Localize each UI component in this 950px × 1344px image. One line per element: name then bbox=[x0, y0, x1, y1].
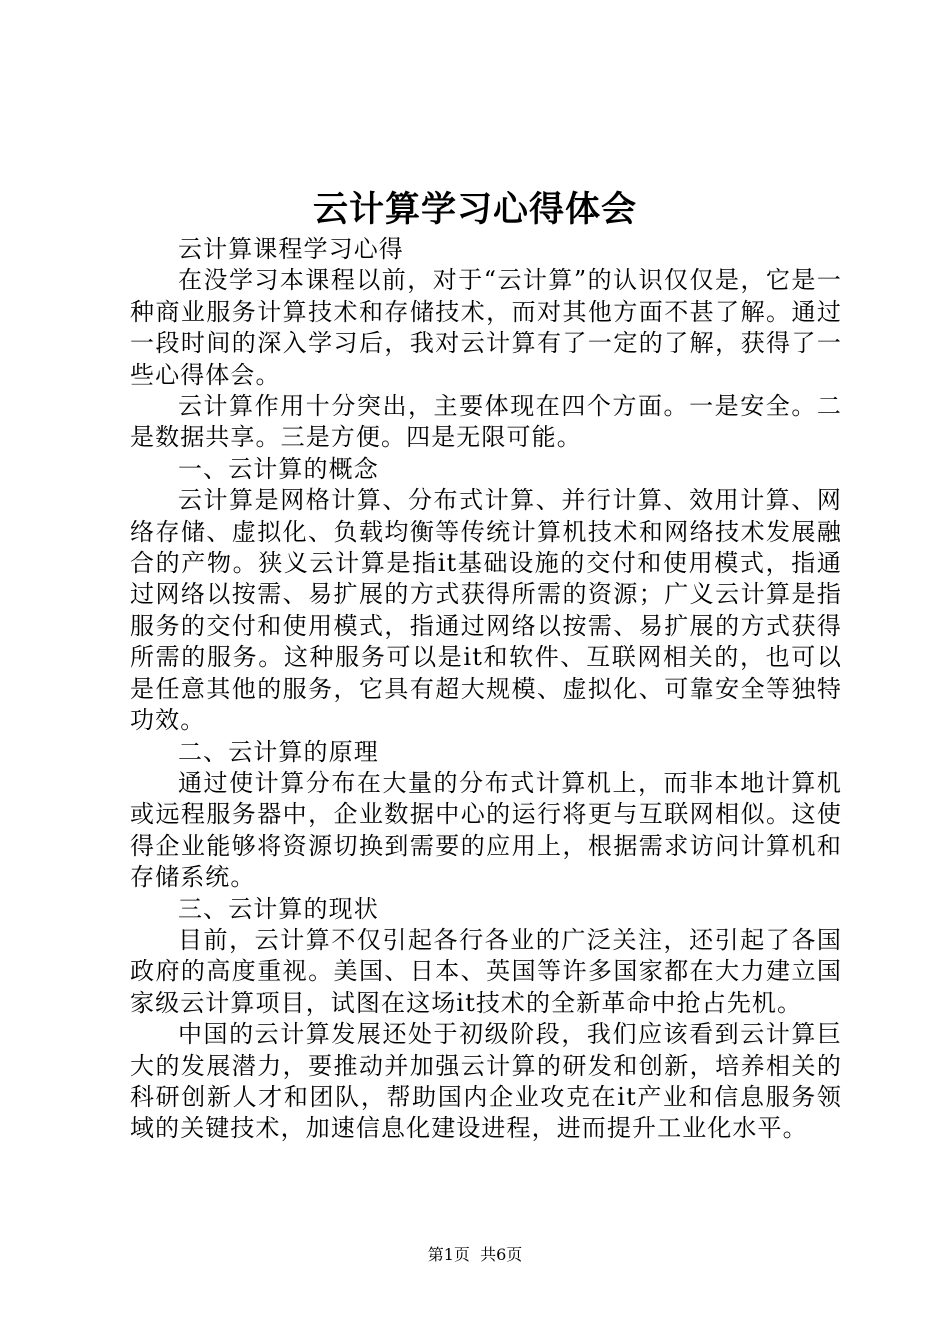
page-total: 共6页 bbox=[480, 1245, 523, 1264]
page-number: 第1页 bbox=[427, 1245, 470, 1264]
document-title: 云计算学习心得体会 bbox=[312, 189, 637, 230]
section-heading-status: 三、云计算的现状 bbox=[178, 894, 379, 923]
subtitle-paragraph: 云计算课程学习心得 bbox=[178, 235, 404, 263]
section-heading-concept: 一、云计算的概念 bbox=[178, 454, 379, 483]
concept-paragraph: 云计算是网格计算、分布式计算、并行计算、效用计算、网络存储、虚拟化、负载均衡等传统计算机技术和网络技术发展融合的产物。狭义云计算是指it基础设施的交付和使用模式，指通过网络以按需、易扩展的方式获得所需的资源；广义云计算是指服务的交付和使用模式，指通过网络以按需、易扩展的方式获得所需的服务。这种服务可以是it和软件、互联网相关的，也可以是任意其他的服务，它具有超大规模、虚拟化、可靠安全等独特功效。 bbox=[130, 486, 842, 735]
principle-paragraph: 通过使计算分布在大量的分布式计算机上，而非本地计算机或远程服务器中，企业数据中心的运行将更与互联网相似。这使得企业能够将资源切换到需要的应用上，根据需求访问计算机和存储系统。 bbox=[130, 768, 842, 892]
section-heading-principle: 二、云计算的原理 bbox=[178, 737, 379, 766]
intro-paragraph: 在没学习本课程以前，对于“云计算”的认识仅仅是，它是一种商业服务计算技术和存储技术，而对其他方面不甚了解。通过一段时间的深入学习后，我对云计算有了一定的了解，获得了一些心得体会。 bbox=[130, 266, 842, 389]
document-body bbox=[130, 234, 842, 1145]
page-footer bbox=[0, 1243, 950, 1267]
summary-paragraph: 云计算作用十分突出，主要体现在四个方面。一是安全。二是数据共享。三是方便。四是无限可能。 bbox=[130, 392, 842, 452]
status-paragraph: 目前，云计算不仅引起各行各业的广泛关注，还引起了各国政府的高度重视。美国、日本、英国等许多国家都在大力建立国家级云计算项目，试图在这场it技术的全新革命中抢占先机。 bbox=[130, 925, 842, 1017]
china-paragraph: 中国的云计算发展还处于初级阶段，我们应该看到云计算巨大的发展潜力，要推动并加强云计算的研发和创新，培养相关的科研创新人才和团队，帮助国内企业攻克在it产业和信息服务领域的关键技术，加速信息化建设进程，进而提升工业化水平。 bbox=[130, 1020, 842, 1143]
